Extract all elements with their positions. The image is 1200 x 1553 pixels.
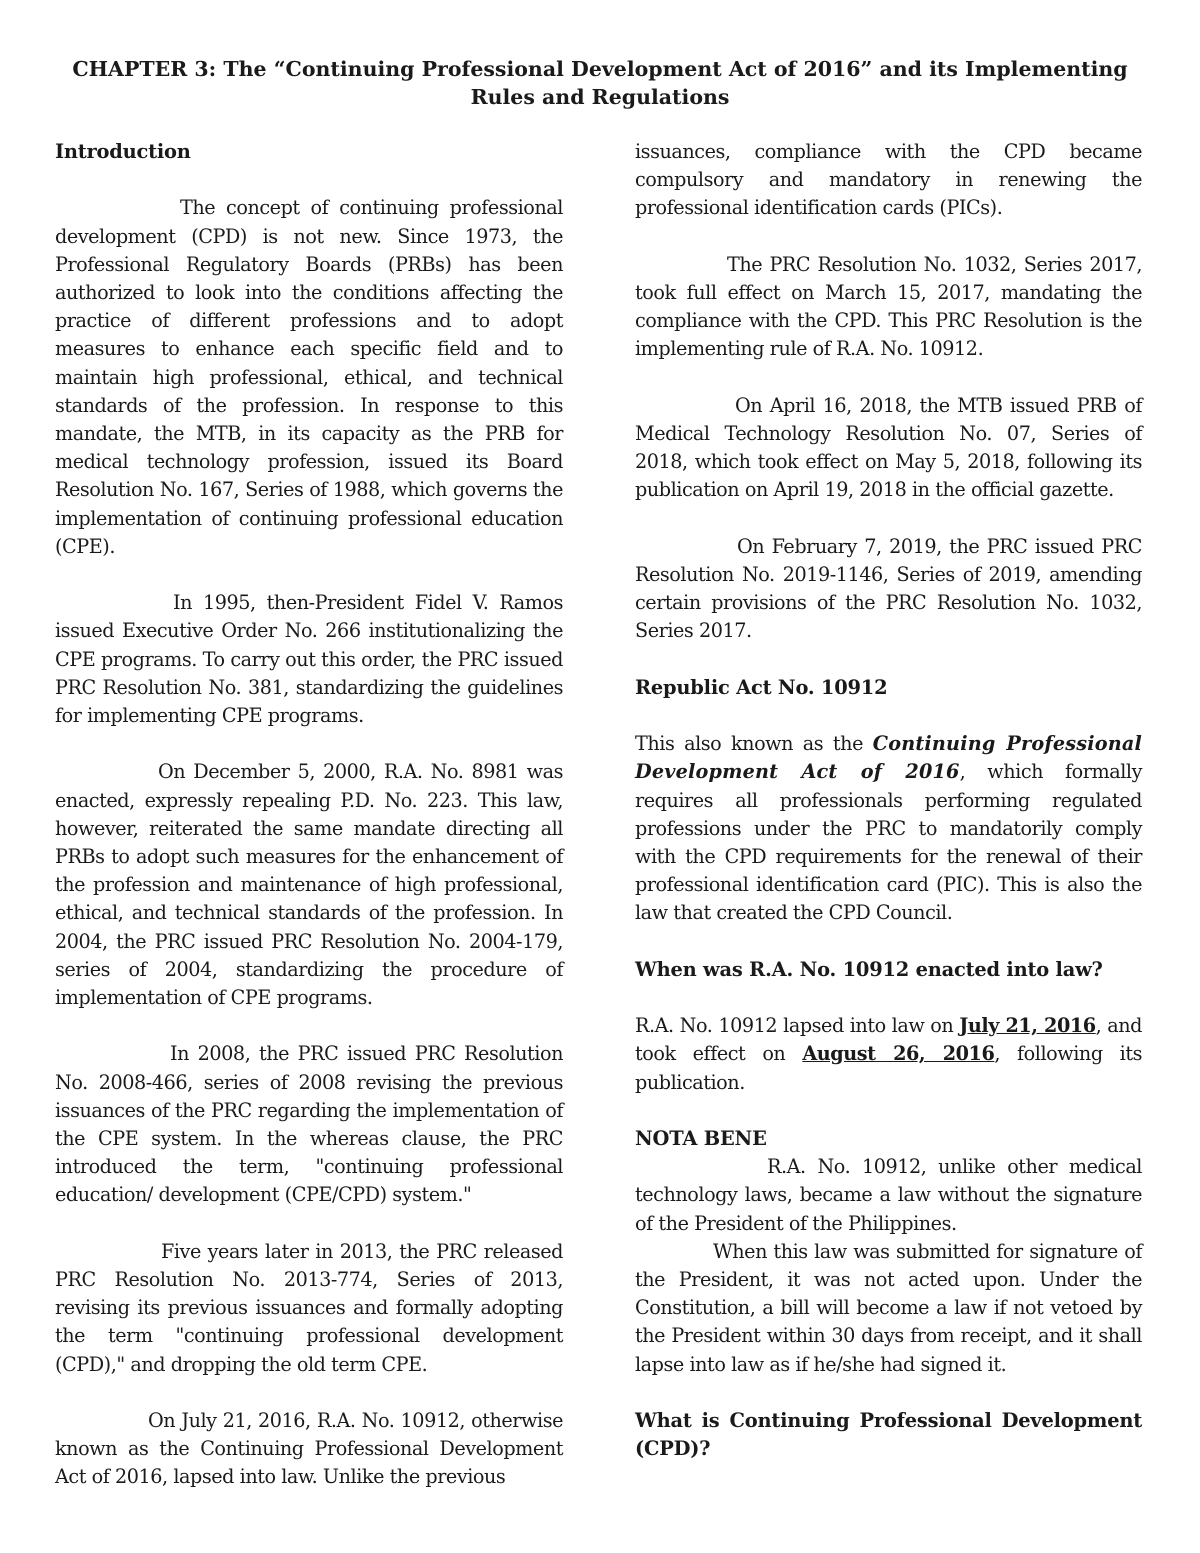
- heading-republic-act: Republic Act No. 10912: [635, 675, 888, 699]
- heading-nota-bene: NOTA BENE: [635, 1126, 767, 1150]
- paragraph-nota-1: R.A. No. 10912, unlike other medical technology laws, became a law without the signature of the President of the Philippines.: [635, 1155, 1142, 1235]
- paragraph-nota-2: When this law was submitted for signature of the President, it was not acted upon. Under the Constitution, a bill will become a law if not vetoed by the President within 30 days from receipt, and it shall lapse into law as if he/she had signed it.: [635, 1239, 1142, 1376]
- paragraph-mtb-resolution: On April 16, 2018, the MTB issued PRB of Medical Technology Resolution No. 07, Series of 2018, which took effect on May 5, 2018, following its publication on April 19, 2018 in the official gazette.: [635, 393, 1142, 502]
- ra-text-post: , which formally requires all professionals performing regulated professions under the PRC to mandatorily comply with the CPD requirements for the renewal of their professional identification card (PIC). This is also the law that created the CPD Council.: [635, 760, 1142, 925]
- paragraph-when-enacted: [635, 1012, 1142, 1097]
- paragraph-republic-act: [635, 730, 1142, 927]
- when-text-a: R.A. No. 10912 lapsed into law on: [635, 1014, 960, 1038]
- when-text-c: , following its publication.: [635, 1042, 1143, 1094]
- paragraph-prc-1032: The PRC Resolution No. 1032, Series 2017, took full effect on March 15, 2017, mandating the compliance with the CPD. This PRC Resolution is the implementing rule of R.A. No. 10912.: [635, 252, 1142, 361]
- heading-when-enacted: When was R.A. No. 10912 enacted into law?: [635, 957, 1103, 981]
- heading-introduction: Introduction: [55, 140, 191, 163]
- paragraph-intro-2: In 1995, then-President Fidel V. Ramos issued Executive Order No. 266 institutionalizing the CPE programs. To carry out this order, the PRC issued PRC Resolution No. 381, standardizing the guidelines for implementing CPE programs.: [55, 591, 563, 728]
- paragraph-intro-5: Five years later in 2013, the PRC released PRC Resolution No. 2013-774, Series of 2013, revising its previous issuances and formally adopting the term "continuing professional development (CPD)," and dropping the old term CPE.: [55, 1239, 563, 1376]
- left-column: [55, 138, 563, 1492]
- when-text-b: , and took effect on: [635, 1014, 1143, 1066]
- date-lapsed: July 21, 2016: [959, 1014, 1096, 1038]
- paragraph-intro-6: On July 21, 2016, R.A. No. 10912, otherwise known as the Continuing Professional Development Act of 2016, lapsed into law. Unlike the previous: [55, 1409, 563, 1489]
- paragraph-intro-3: On December 5, 2000, R.A. No. 8981 was enacted, expressly repealing P.D. No. 223. This law, however, reiterated the same mandate directing all PRBs to adopt such measures for the enhancement of the profession and maintenance of high professional, ethical, and technical standards of the profession. In 2004, the PRC issued PRC Resolution No. 2004-179, series of 2004, standardizing the procedure of implementation of CPE programs.: [55, 760, 563, 1010]
- paragraph-continued: issuances, compliance with the CPD became compulsory and mandatory in renewing the professional identification cards (PICs).: [635, 140, 1142, 220]
- paragraph-intro-1: The concept of continuing professional development (CPD) is not new. Since 1973, the Professional Regulatory Boards (PRBs) has been authorized to look into the conditions affecting the practice of different professions and to adopt measures to enhance each specific field and to maintain high professional, ethical, and technical standards of the profession. In response to this mandate, the MTB, in its capacity as the PRB for medical technology profession, issued its Board Resolution No. 167, Series of 1988, which governs the implementation of continuing professional education (CPE).: [55, 196, 563, 558]
- act-name-emphasis: Continuing Professional Development Act of 2016: [635, 732, 1142, 784]
- ra-text-pre: This also known as the: [635, 732, 873, 756]
- paragraph-intro-4: In 2008, the PRC issued PRC Resolution No. 2008-466, series of 2008 revising the previous issuances of the PRC regarding the implementation of the CPE system. In the whereas clause, the PRC introduced the term, "continuing professional education/ development (CPE/CPD) system.": [55, 1042, 563, 1207]
- chapter-title: CHAPTER 3: The “Continuing Professional Development Act of 2016” and its Implementing Rules and Regulations: [72, 57, 1128, 109]
- right-column: [635, 138, 1142, 1463]
- heading-what-is-cpd: What is Continuing Professional Development (CPD)?: [635, 1409, 1142, 1461]
- date-effect: August 26, 2016: [802, 1042, 995, 1066]
- paragraph-prc-2019: On February 7, 2019, the PRC issued PRC Resolution No. 2019-1146, Series of 2019, amending certain provisions of the PRC Resolution No. 1032, Series 2017.: [635, 534, 1142, 643]
